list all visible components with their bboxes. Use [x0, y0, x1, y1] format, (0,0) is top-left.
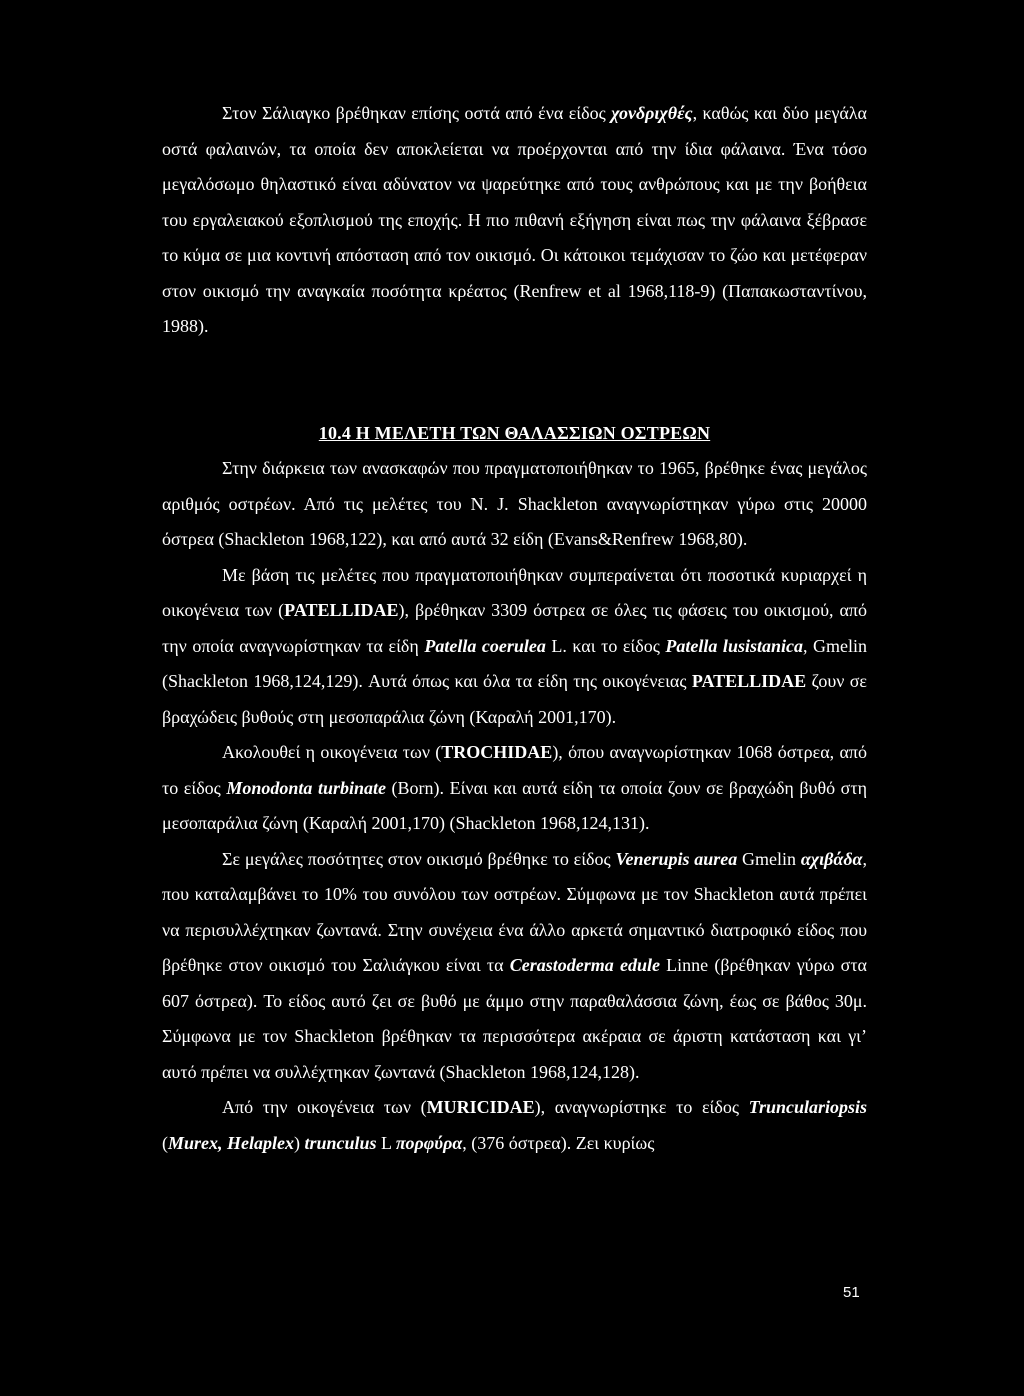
text-run: L. και το είδος: [545, 635, 666, 656]
family-muricidae: MURICIDAE: [426, 1097, 535, 1117]
text-run: ), βρέθηκαν 3309 όστρεα σε όλες τις φάσεις του οικισμού, από την οποία αναγνωρίστηκαν τα είδη: [162, 600, 867, 656]
family-patellidae: PATELLIDAE: [284, 600, 399, 620]
paragraph-excavation: Στην διάρκεια των ανασκαφών που πραγματοποιήθηκαν το 1965, βρέθηκε ένας μεγάλος αριθμός οστρέων. Από τις μελέτες του Ν. J. Shackleton αναγνωρίστηκαν γύρω στις 20000 όστρεα (Shackleton 1968,122), και από αυτά 32 είδη (Evans&Renfrew 1968,80).: [162, 458, 867, 549]
text-run: Στον Σάλιαγκο βρέθηκαν επίσης οστά από ένα είδος: [222, 103, 612, 123]
text-run: Gmelin: [737, 848, 801, 869]
family-trochidae: TROCHIDAE: [441, 742, 553, 762]
section-heading: 10.4 Η ΜΕΛΕΤΗ ΤΩΝ ΘΑΛΑΣΣΙΩΝ ΟΣΤΡΕΩΝ: [318, 422, 711, 443]
text-run: , Gmelin (Shackleton 1968,124,129). Αυτά όπως και όλα τα είδη της οικογένειας: [162, 635, 867, 691]
section-spacer: [162, 345, 867, 416]
species-cerastoderma-edule: Cerastoderma edule: [509, 955, 660, 975]
genus-murex-helaplex: Murex, Helaplex: [168, 1132, 294, 1153]
species-monodonta-turbinate: Monodonta turbinate: [226, 777, 386, 798]
text-run: L: [376, 1132, 396, 1153]
genus-truncul-ariopsis: Truncul​ariopsis: [748, 1097, 868, 1117]
species-patella-coerulea: Patella coerulea: [424, 635, 546, 656]
paragraph-patellidae: [162, 558, 867, 736]
text-run: (: [162, 1132, 168, 1153]
text-run: ), όπου αναγνωρίστηκαν 1068 όστρεα, από το είδος: [162, 742, 867, 798]
text-run: ): [294, 1132, 305, 1153]
text-run: , που καταλαμβάνει το 10% του συνόλου των οστρέων. Σύμφωνα με τον Shackleton αυτά πρέπει να περισυλλέχτηκαν ζωντανά. Στην συνέχεια ένα άλλο αρκετά σημαντικό διατροφικό είδος που βρέθηκε στον οικισμό του Σαλιάγκου είναι τα: [162, 848, 867, 975]
species-trunculus: trunculus: [304, 1132, 377, 1153]
text-run: , (376 όστρεα). Ζει κυρίως: [462, 1132, 655, 1153]
species-patella-lusistanica: Patella lusistanica: [665, 635, 803, 656]
family-patellidae: PATELLIDAE: [691, 671, 807, 691]
paragraph-whale-bones: [162, 96, 867, 345]
term-chondrichthyes: χονδριχθές: [611, 103, 693, 123]
term-achivada: αχιβάδα: [800, 848, 863, 869]
text-run: ), αναγνωρίστηκε το είδος: [534, 1097, 749, 1117]
species-venerupis-aurea: Venerupis aurea: [615, 848, 738, 869]
document-page: [162, 96, 867, 1161]
term-porfyra: πορφύρα: [395, 1132, 463, 1153]
paragraph-trochidae: [162, 735, 867, 842]
text-run: , καθώς και δύο μεγάλα οστά φαλαινών, τα οποία δεν αποκλείεται να προέρχονται από την ίδια φάλαινα. Ένα τόσο μεγαλόσωμο θηλαστικό είναι αδύνατον να ψαρεύτηκε από τους ανθρώπους και με την βοήθεια του εργαλειακού εξοπλισμού της εποχής. Η πιο πιθανή εξήγηση είναι πως την φάλαινα ξέβρασε το κύμα σε μια κοντινή απόσταση από τον οικισμό. Οι κάτοικοι τεμάχισαν το ζώο και μετέφεραν στον οικισμό την αναγκαία ποσότητα κρέατος (Renfrew et al 1968,118-9) (Παπακωσταντίνου, 1988).: [162, 103, 867, 336]
text-run: Linne (βρέθηκαν γύρω στα 607 όστρεα). Το είδος αυτό ζει σε βυθό με άμμο στην παραθαλάσσια ζώνη, έως σε βάθος 30μ. Σύμφωνα με τον Shackleton βρέθηκαν τα περισσότερα ακέραια σε άριστη κατάσταση και γι’ αυτό πρέπει να συλλέχτηκαν ζωντανά (Shackleton 1968,124,128).: [162, 955, 867, 1082]
paragraph-muricidae: [162, 1090, 867, 1161]
text-run: Με βάση τις μελέτες που πραγματοποιήθηκαν συμπεραίνεται ότι ποσοτικά κυριαρχεί η οικογένεια των (: [162, 564, 867, 620]
text-run: Από την οικογένεια των (: [222, 1097, 427, 1117]
text-run: (Born). Είναι και αυτά είδη τα οποία ζουν σε βραχώδη βυθό στη μεσοπαράλια ζώνη (Καραλή 2001,170) (Shackleton 1968,124,131).: [162, 777, 867, 833]
text-run: Σε μεγάλες ποσότητες στον οικισμό βρέθηκε το είδος: [222, 848, 616, 869]
text-run: ζουν σε βραχώδεις βυθούς στη μεσοπαράλια ζώνη (Καραλή 2001,170).: [162, 671, 867, 727]
page-number: 51: [843, 1284, 860, 1301]
text-run: Ακολουθεί η οικογένεια των (: [222, 742, 442, 762]
paragraph-venerupis: [162, 842, 867, 1091]
